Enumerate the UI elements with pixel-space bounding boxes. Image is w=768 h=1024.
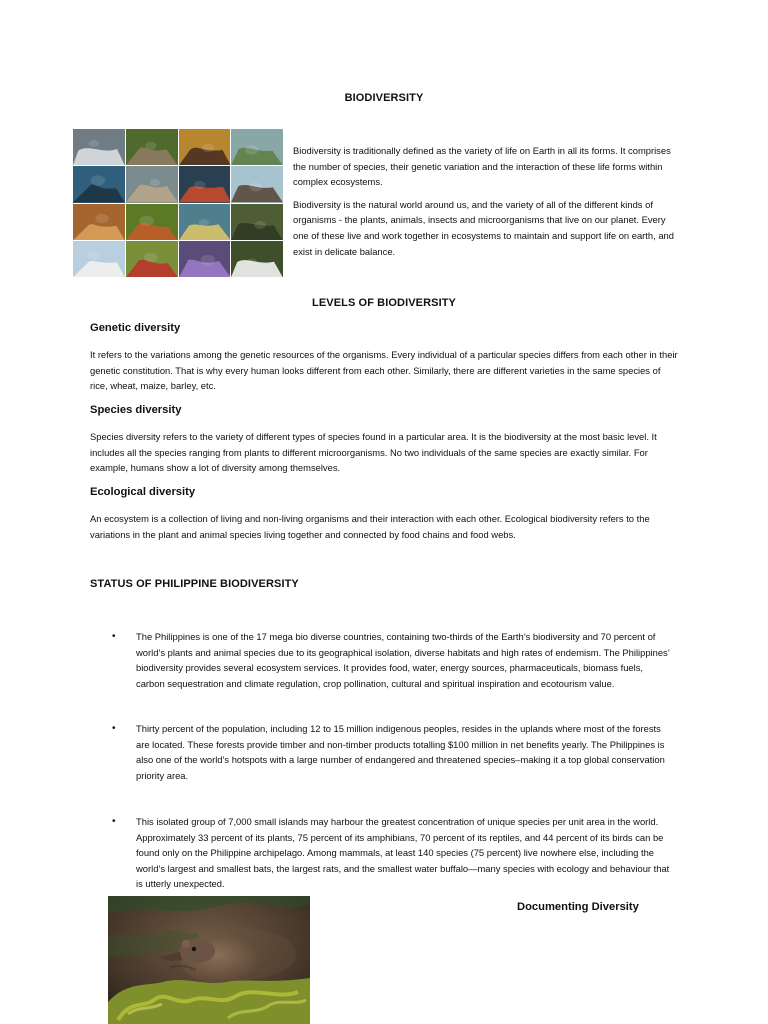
otter-tile bbox=[126, 166, 178, 202]
documenting-diversity-heading: Documenting Diversity bbox=[517, 901, 639, 913]
intro-text bbox=[293, 143, 683, 259]
wetland-tile bbox=[231, 129, 283, 165]
coral-reef-tile bbox=[179, 166, 231, 202]
whale-tile bbox=[73, 166, 125, 202]
storm-sky-tile bbox=[73, 129, 125, 165]
ecological-diversity-text: An ecosystem is a collection of living and non-living organisms and their interaction with each other. Ecological biodiversity refers to the variations in the plant and animal species living together and connected by food chains and food webs. bbox=[90, 513, 650, 540]
wildflower-tile bbox=[179, 241, 231, 277]
species-diversity-text: Species diversity refers to the variety of different types of species found in a particular area. It is the biodiversity at the most basic level. It includes all the species ranging from plants to different microorganisms. No two individuals of the same species are exactly similar. For example, humans show a lot of diversity among themselves. bbox=[90, 431, 657, 474]
ecological-diversity-heading: Ecological diversity bbox=[90, 486, 196, 498]
fish-school-tile bbox=[179, 204, 231, 240]
status-bullet-item bbox=[112, 814, 672, 892]
genetic-diversity-heading: Genetic diversity bbox=[90, 322, 181, 334]
status-bullet-text-2: Thirty percent of the population, including 12 to 15 million indigenous peoples, resides in the uplands where most of the forests are located. These forests provide timber and non-timber products totalling $100 million in net benefits yearly. The Philippines is also one of the world’s hotspots with a large number of endangered and threatened species–making it a top global conservation priority area. bbox=[136, 723, 665, 781]
bullet-glyph: • bbox=[112, 723, 116, 734]
snake-tile bbox=[126, 204, 178, 240]
intro-paragraph-2: Biodiversity is the natural world around us, and the variety of all of the different kinds of organisms - the plants, animals, insects and microorganisms that live on our planet. Every one of these live and work together in ecosystems to maintain and support life on earth, and exist in delicate balance. bbox=[293, 198, 674, 257]
genetic-diversity-text: It refers to the variations among the genetic resources of the organisms. Every individual of a particular species differs from each other in their genetic constitution. That is why every human looks different from each other. Similarly, there are different varieties in the same species of rice, wheat, maize, barley, etc. bbox=[90, 349, 678, 392]
intro-paragraph-1: Biodiversity is traditionally defined as the variety of life on Earth in all its forms. It comprises the number of species, their genetic variation and the interaction of these life forms within complex ecosystems. bbox=[293, 145, 671, 188]
mangrove-tile bbox=[231, 204, 283, 240]
page-title: BIODIVERSITY bbox=[344, 92, 424, 104]
polar-bear-tile bbox=[73, 241, 125, 277]
status-bullet-text-3: This isolated group of 7,000 small islands may harbour the greatest concentration of unique species per unit area in the world. Approximately 33 percent of its plants, 75 percent of its amphibians, 70 percent of its reptiles, and 44 percent of its birds can be found only on the Philippine archipelago. Among mammals, at least 140 species (75 percent) live nowhere else, including the world’s largest and smallest bats, the largest rats, and the smallest water buffalo—many species with ecology and behaviour that is utterly unexpected. bbox=[136, 816, 670, 890]
shrew-on-moss-photo bbox=[108, 896, 310, 1024]
status-bullet-item bbox=[112, 629, 672, 691]
bullet-glyph: • bbox=[112, 816, 116, 827]
status-heading: STATUS OF PHILIPPINE BIODIVERSITY bbox=[90, 578, 299, 590]
deer-herd-tile bbox=[73, 204, 125, 240]
bison-tile bbox=[179, 129, 231, 165]
status-bullet-item bbox=[112, 721, 672, 783]
species-diversity-heading: Species diversity bbox=[90, 404, 182, 416]
seal-tile bbox=[231, 166, 283, 202]
levels-heading: LEVELS OF BIODIVERSITY bbox=[312, 297, 456, 309]
owl-tile bbox=[126, 129, 178, 165]
status-bullet-text-1: The Philippines is one of the 17 mega bio diverse countries, containing two-thirds of the Earth’s biodiversity and 70 percent of world’s plants and animal species due to its geographical isolation, diverse habitats and high rates of endemism. The Philippines’ biodiversity provides several ecosystem services. It provides food, water, energy sources, pharmaceuticals, biomass fuels, carbon sequestration and climate regulation, crop pollination, cultural and spiritual inspiration and ecotourism value. bbox=[136, 631, 670, 689]
eagle-tile bbox=[231, 241, 283, 277]
bullet-glyph: • bbox=[112, 631, 116, 642]
biodiversity-collage-image bbox=[73, 129, 283, 277]
red-bird-tile bbox=[126, 241, 178, 277]
